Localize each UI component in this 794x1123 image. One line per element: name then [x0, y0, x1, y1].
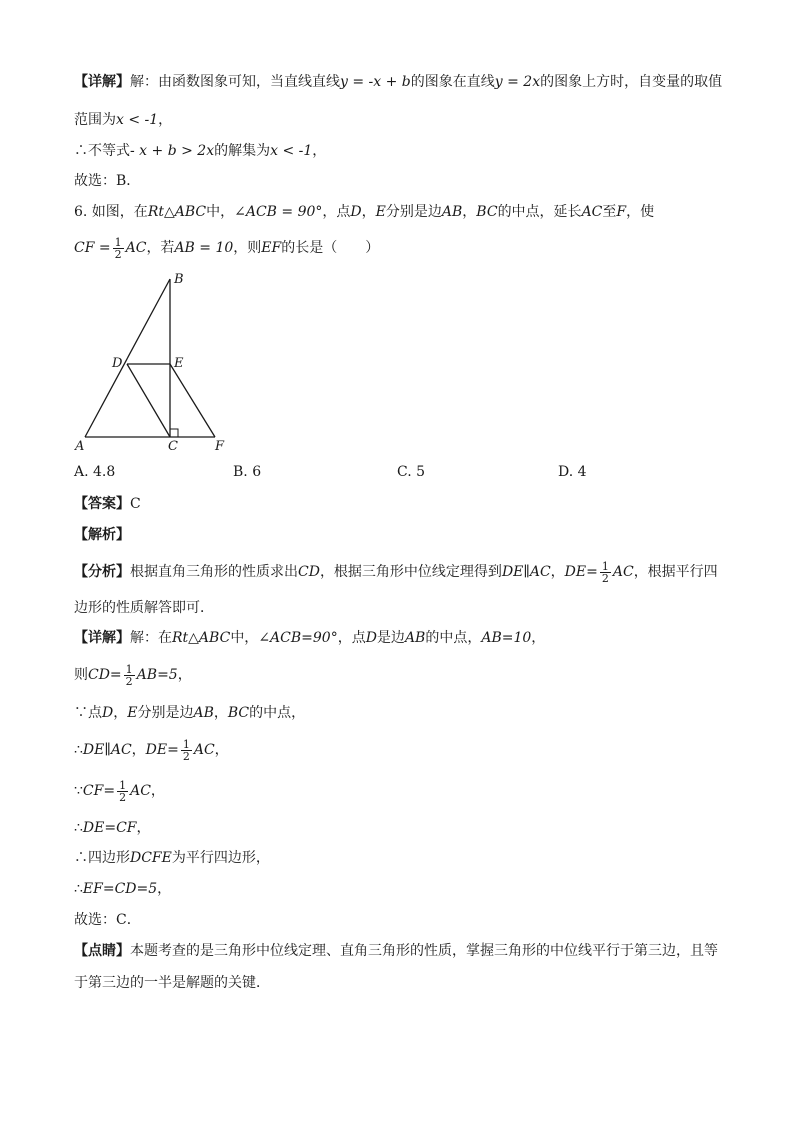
geometry-figure	[70, 266, 240, 456]
q6-math: ∠ACB = 90°	[234, 204, 323, 220]
fenxi-math: AC	[612, 564, 634, 580]
prev-range-line	[74, 110, 172, 130]
xj-math: AB	[193, 705, 214, 721]
xj-text: 中，	[230, 630, 259, 646]
label-c: C	[168, 439, 178, 454]
dianjing-line-2: 于第三边的一半是解题的关键．	[74, 975, 270, 991]
fraction-denominator: 2	[125, 674, 133, 688]
xiangjie-line-3	[74, 703, 305, 723]
xj-text: ∴	[74, 881, 83, 897]
option-d: D. 4	[558, 464, 587, 480]
fraction	[600, 561, 611, 584]
fenxi-line-1	[74, 558, 718, 586]
option-a: A. 4.8	[74, 464, 116, 480]
xiangjie-tag: 【详解】	[74, 630, 130, 646]
prev-choice: 故选：B．	[74, 173, 141, 189]
xj-math: AC	[130, 783, 151, 799]
q6-text: ，则	[233, 240, 262, 256]
q6-text: ，点	[322, 204, 351, 220]
xj-math: AB=10	[481, 630, 532, 646]
xj-math: ∠ACB=90°	[258, 630, 338, 646]
q6-text: ，若	[146, 240, 175, 256]
ineq-prefix: ∴不等式	[74, 143, 130, 159]
xj-math: DE=CF	[82, 820, 137, 836]
q6-stem-line-1	[74, 202, 654, 222]
fraction-numerator: 1	[119, 778, 127, 792]
q6-math: BC	[476, 204, 498, 220]
answer-value: C	[130, 496, 141, 512]
right-angle-mark	[170, 429, 178, 437]
analysis-tag-text: 【解析】	[74, 527, 130, 543]
segment-dc	[127, 364, 170, 437]
segment-ef	[170, 364, 215, 437]
xj-text: ，	[113, 705, 128, 721]
xj-text: ，	[157, 881, 172, 897]
q6-text: 的中点，延长	[497, 204, 582, 220]
q6-text: 中，	[206, 204, 235, 220]
label-f: F	[215, 439, 225, 454]
fenxi-tag: 【分析】	[74, 564, 130, 580]
xj-math: DCFE	[130, 850, 172, 866]
xj-text: 则	[74, 667, 88, 683]
fraction-denominator: 2	[601, 571, 609, 585]
label-b: B	[174, 272, 184, 287]
xj-text: ∴	[74, 742, 83, 758]
prev-detail-line	[74, 72, 722, 92]
q6-math: CF =	[74, 240, 111, 256]
xj-text: 的中点，	[249, 705, 306, 721]
xj-text: ，	[131, 742, 146, 758]
xj-text: 的中点，	[425, 630, 482, 646]
xiangjie-line-2	[74, 661, 192, 689]
xj-math: Rt△ABC	[172, 630, 231, 646]
q6-text: ，	[361, 204, 376, 220]
fraction-denominator: 2	[114, 247, 122, 261]
answer-tag: 【答案】	[74, 496, 130, 512]
xj-text: 解：在	[130, 630, 172, 646]
range-end: ，	[158, 112, 173, 128]
xj-math: DE∥AC	[82, 742, 132, 758]
q6-math: D	[350, 204, 362, 220]
xj-text: ，	[213, 705, 228, 721]
fraction-numerator: 1	[182, 737, 190, 751]
xj-math: E	[127, 705, 138, 721]
fraction-denominator: 2	[119, 790, 127, 804]
fraction	[113, 237, 124, 260]
q6-math: AC	[125, 240, 147, 256]
label-d: D	[112, 356, 123, 371]
equation-2: y = 2x	[494, 74, 541, 90]
xj-math: AB=5	[136, 667, 178, 683]
xiangjie-line-6	[74, 818, 151, 838]
detail-text: 解：由函数图象可知，当直线直线	[130, 74, 340, 90]
ineq-end: ，	[312, 143, 327, 159]
q6-stem-line-2	[74, 234, 379, 262]
xj-math: AB	[404, 630, 426, 646]
fenxi-math: DE=	[564, 564, 598, 580]
xiangjie-line-9: 故选：C．	[74, 912, 141, 928]
xj-math: CF=	[82, 783, 116, 799]
xiangjie-line-5	[74, 777, 165, 805]
prev-inequality-line	[74, 141, 326, 161]
range-value: x < -1	[116, 112, 159, 128]
ineq-mid: 的解集为	[214, 143, 271, 159]
q6-math: AC	[581, 204, 603, 220]
range-prefix: 范围为	[74, 112, 116, 128]
q6-math: E	[375, 204, 386, 220]
xj-text: ∴	[74, 820, 83, 836]
xj-text: ，	[136, 820, 151, 836]
xj-math: BC	[227, 705, 250, 721]
xj-text: ，	[150, 783, 165, 799]
answer-line	[74, 494, 141, 514]
fraction	[124, 664, 135, 687]
xj-text: ∵点	[74, 705, 102, 721]
xj-math: D	[365, 630, 377, 646]
equation-1: y = -x + b	[340, 74, 411, 90]
analysis-tag	[74, 525, 130, 545]
fenxi-text: 根据直角三角形的性质求出	[130, 564, 298, 580]
fenxi-text: ，根据平行四	[633, 564, 718, 580]
q6-text: 至	[602, 204, 617, 220]
label-e: E	[174, 356, 184, 371]
xj-text: 是边	[376, 630, 405, 646]
q6-text: 的长是（ ）	[281, 240, 380, 256]
fenxi-line-2: 边形的性质解答即可．	[74, 600, 214, 616]
segment-ab	[85, 279, 170, 437]
xj-math: D	[102, 705, 114, 721]
q6-math: EF	[261, 240, 282, 256]
xj-text: ，点	[337, 630, 366, 646]
inequality: - x + b > 2x	[130, 143, 215, 159]
detail-tag: 【详解】	[74, 74, 130, 90]
xj-text: ，	[214, 742, 229, 758]
q6-text: 分别是边	[385, 204, 442, 220]
xj-math: EF=CD=5	[82, 881, 158, 897]
xj-text: ，	[177, 667, 192, 683]
fraction-numerator: 1	[601, 559, 609, 573]
label-a: A	[75, 439, 85, 454]
fraction-numerator: 1	[114, 235, 122, 249]
detail-mid: 的图象在直线	[410, 74, 495, 90]
xj-text: 分别是边	[137, 705, 194, 721]
fenxi-text: ，	[550, 564, 565, 580]
fenxi-math: DE∥AC	[501, 564, 551, 580]
xiangjie-line-1	[74, 628, 545, 648]
dianjing-text: 本题考查的是三角形中位线定理、直角三角形的性质，掌握三角形的中位线平行于第三边，且等	[130, 943, 718, 959]
ineq-value: x < -1	[270, 143, 313, 159]
xj-math: DE=	[145, 742, 179, 758]
dianjing-tag: 【点睛】	[74, 943, 130, 959]
xj-math: AC	[193, 742, 215, 758]
xj-text: ∴四边形	[74, 850, 130, 866]
fenxi-math: CD	[298, 564, 320, 580]
q6-text: ，使	[626, 204, 655, 220]
q6-text: ，	[462, 204, 477, 220]
xiangjie-line-4	[74, 736, 229, 764]
xiangjie-line-8	[74, 879, 171, 899]
q6-math: AB = 10	[174, 240, 234, 256]
fenxi-text: ，根据三角形中位线定理得到	[319, 564, 502, 580]
xj-math: CD=	[88, 667, 122, 683]
q6-math: Rt△ABC	[147, 204, 207, 220]
fraction	[117, 780, 128, 803]
option-b: B. 6	[233, 464, 262, 480]
q6-text: 6. 如图，在	[74, 204, 148, 220]
xj-text: 为平行四边形，	[171, 850, 270, 866]
option-c: C. 5	[397, 464, 426, 480]
fraction-denominator: 2	[182, 749, 190, 763]
fraction	[181, 739, 192, 762]
detail-end: 的图象上方时，自变量的取值	[540, 74, 723, 90]
fraction-numerator: 1	[125, 662, 133, 676]
q6-math: F	[616, 204, 627, 220]
q6-math: AB	[441, 204, 463, 220]
xj-text: ，	[531, 630, 546, 646]
xiangjie-line-7	[74, 848, 270, 868]
xj-text: ∵	[74, 783, 83, 799]
dianjing-line-1	[74, 941, 718, 961]
